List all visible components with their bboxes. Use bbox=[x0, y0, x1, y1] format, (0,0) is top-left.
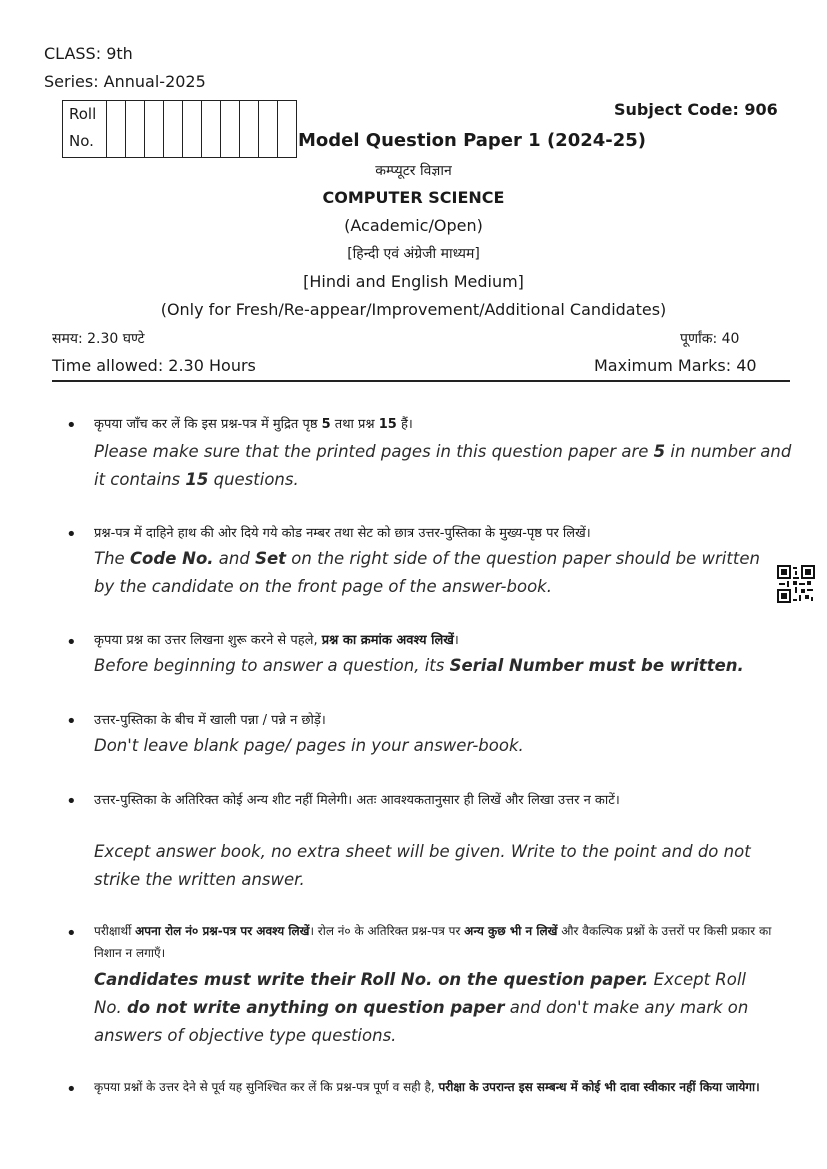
instruction-3-hindi: कृपया प्रश्न का उत्तर लिखना शुरू करने से पहले, प्रश्न का क्रमांक अवश्य लिखें। bbox=[94, 633, 459, 648]
roll-cell[interactable] bbox=[240, 101, 259, 157]
instruction-1-english: Please make sure that the printed pages in this question paper are 5 in number and it contains 15 questions. bbox=[94, 442, 792, 489]
medium-hindi: [हिन्दी एवं अंग्रेजी माध्यम] bbox=[347, 246, 480, 262]
instruction-4-english: Don't leave blank page/ pages in your answer-book. bbox=[94, 736, 524, 755]
time-english: Time allowed: 2.30 Hours bbox=[52, 356, 256, 375]
subject-hindi: कम्प्यूटर विज्ञान bbox=[375, 163, 452, 179]
roll-cell[interactable] bbox=[202, 101, 221, 157]
instruction-3-english: Before beginning to answer a question, its Serial Number must be written. bbox=[94, 656, 744, 675]
instruction-5-english: Except answer book, no extra sheet will be given. Write to the point and do not strike the written answer. bbox=[94, 842, 751, 889]
instruction-2-english: The Code No. and Set on the right side of the question paper should be written by the candidate on the front page of the answer-book. bbox=[94, 549, 760, 596]
roll-cell[interactable] bbox=[183, 101, 202, 157]
time-hindi: समय: 2.30 घण्टे bbox=[52, 331, 145, 347]
instruction-6-english: Candidates must write their Roll No. on the question paper. Except Roll No. do not write anything on question paper and don't make any mark on answers of objective type questions. bbox=[94, 970, 749, 1045]
bullet-icon: • bbox=[66, 415, 77, 436]
bullet-icon: • bbox=[66, 791, 77, 812]
instruction-6-hindi: परीक्षार्थी अपना रोल नं० प्रश्न-पत्र पर अवश्य लिखें। रोल नं० के अतिरिक्त प्रश्न-पत्र पर अन्य कुछ भी न लिखें और वैकल्पिक प्रश्नों के उत्तरों पर किसी प्रकार का निशान न लगाएँ। bbox=[94, 924, 772, 960]
medium-english: [Hindi and English Medium] bbox=[303, 272, 524, 291]
series-label: Series: Annual-2025 bbox=[44, 72, 206, 91]
roll-cell[interactable] bbox=[164, 101, 183, 157]
bullet-icon: • bbox=[66, 524, 77, 545]
roll-number-box[interactable] bbox=[62, 100, 297, 158]
instruction-7-hindi: कृपया प्रश्नों के उत्तर देने से पूर्व यह सुनिश्चित कर लें कि प्रश्न-पत्र पूर्ण व सही है, परीक्षा के उपरान्त इस सम्बन्ध में कोई भी दावा स्वीकार नहीं किया जायेगा। bbox=[94, 1080, 760, 1094]
roll-cell[interactable] bbox=[278, 101, 296, 157]
roll-label-line2: No. bbox=[69, 132, 94, 150]
bullet-icon: • bbox=[66, 923, 77, 944]
roll-cell[interactable] bbox=[126, 101, 145, 157]
bullet-icon: • bbox=[66, 1079, 77, 1100]
roll-cell[interactable] bbox=[107, 101, 126, 157]
subject-english: COMPUTER SCIENCE bbox=[322, 188, 505, 207]
bullet-icon: • bbox=[66, 711, 77, 732]
instruction-2-hindi: प्रश्न-पत्र में दाहिने हाथ की ओर दिये गये कोड नम्बर तथा सेट को छात्र उत्तर-पुस्तिका के मुख्य-पृष्ठ पर लिखें। bbox=[94, 526, 591, 541]
subject-code: Subject Code: 906 bbox=[614, 100, 778, 119]
roll-label bbox=[63, 101, 107, 157]
stream-label: (Academic/Open) bbox=[344, 216, 483, 235]
paper-title: Model Question Paper 1 (2024-25) bbox=[298, 130, 647, 151]
marks-english: Maximum Marks: 40 bbox=[594, 356, 757, 375]
candidates-note: (Only for Fresh/Re-appear/Improvement/Additional Candidates) bbox=[160, 300, 667, 319]
bullet-icon: • bbox=[66, 632, 77, 653]
header-divider bbox=[52, 380, 790, 382]
class-label: CLASS: 9th bbox=[44, 44, 133, 63]
instruction-5-hindi: उत्तर-पुस्तिका के अतिरिक्त कोई अन्य शीट नहीं मिलेगी। अतः आवश्यकतानुसार ही लिखें और लिखा उत्तर न काटें। bbox=[94, 793, 620, 808]
roll-cell[interactable] bbox=[145, 101, 164, 157]
marks-hindi: पूर्णांक: 40 bbox=[680, 331, 740, 347]
qr-code-icon bbox=[777, 565, 815, 603]
roll-cell[interactable] bbox=[259, 101, 278, 157]
instruction-1-hindi: कृपया जाँच कर लें कि इस प्रश्न-पत्र में मुद्रित पृष्ठ 5 तथा प्रश्न 15 हैं। bbox=[94, 417, 413, 432]
roll-cell[interactable] bbox=[221, 101, 240, 157]
instruction-4-hindi: उत्तर-पुस्तिका के बीच में खाली पन्ना / पन्ने न छोड़ें। bbox=[94, 713, 326, 728]
roll-label-line1: Roll bbox=[69, 105, 97, 123]
